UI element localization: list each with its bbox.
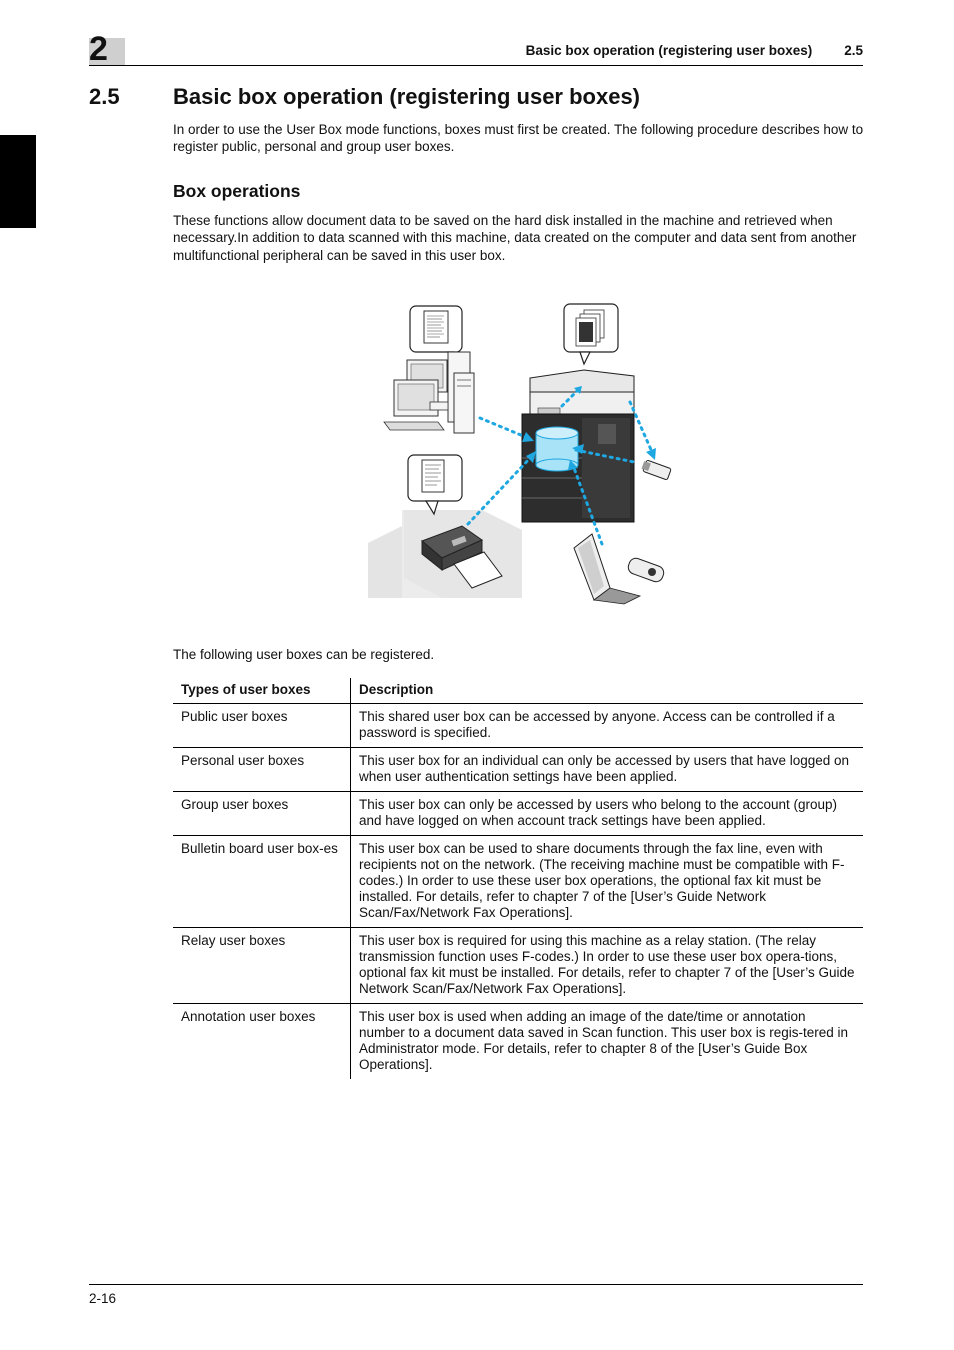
running-header-section: 2.5: [844, 43, 863, 58]
section-heading: [89, 84, 640, 110]
section-number: 2.5: [89, 84, 120, 109]
table-header-row: [173, 678, 863, 704]
header-rule: [89, 65, 863, 66]
subsection-heading: Box operations: [173, 181, 301, 201]
phone-icon: [626, 556, 665, 583]
table-intro: The following user boxes can be registered.: [173, 647, 435, 662]
table-cell-type: Public user boxes: [173, 704, 351, 748]
table-cell-description: This user box can be used to share documents through the fax line, even with recipients not on the network. (The receiving machine must be compatible with F-codes.) In order to use these user box operations, the optional fax kit must be installed. For details, refer to chapter 7 of the [User’s Guide Network Scan/Fax/Network Fax Operations].: [359, 841, 845, 920]
computer-icon: [384, 352, 474, 433]
table-cell-description: This user box is required for using this machine as a relay station. (The relay transmission function uses F-codes.) In order to use these user box opera-tions, optional fax kit must be installed. For details, refer to chapter 7 of the [User’s Guide Network Scan/Fax/Network Fax Operations].: [359, 933, 855, 996]
user-boxes-table: [173, 678, 863, 1079]
fax-document-icon: [408, 455, 462, 514]
box-operations-illustration: [362, 298, 674, 610]
table-row: [173, 928, 863, 1004]
subsection-body: These functions allow document data to be saved on the hard disk installed in the machine and retrieved when necessary.In addition to data scanned with this machine, data created on the computer and data sent from another multifunctional peripheral can be saved in this user box.: [173, 213, 857, 263]
table-cell-type: Annotation user boxes: [173, 1004, 351, 1080]
usb-memory-icon: [642, 460, 672, 480]
table-cell-description: This shared user box can be accessed by anyone. Access can be controlled if a password is specified.: [359, 709, 835, 740]
running-header-title: Basic box operation (registering user boxes): [525, 43, 813, 58]
table-row: [173, 836, 863, 928]
table-row: [173, 748, 863, 792]
table-cell-description: This user box is used when adding an image of the date/time or annotation number to a document data saved in Scan function. This user box is regis-tered in Administrator mode. For details, refer to chapter 8 of the [User’s Guide Box Operations].: [359, 1009, 849, 1072]
table-row: [173, 704, 863, 748]
chapter-side-tab: [0, 135, 36, 228]
table-cell-description: This user box can only be accessed by users who belong to the account (group) and have logged on when account track settings have been applied.: [359, 797, 838, 828]
table-row: [173, 792, 863, 836]
table-header-description: Description: [359, 682, 434, 697]
table-cell-type: Bulletin board user box-es: [173, 836, 351, 928]
running-header: [526, 43, 863, 58]
section-intro: In order to use the User Box mode functions, boxes must first be created. The following procedure describes how to register public, personal and group user boxes.: [173, 122, 864, 155]
table-cell-description: This user box for an individual can only be accessed by users that have logged on when user authentication settings have been applied.: [359, 753, 850, 784]
table-cell-type: Personal user boxes: [173, 748, 351, 792]
table-header-type: Types of user boxes: [173, 678, 351, 704]
section-title: Basic box operation (registering user boxes): [173, 84, 641, 109]
documents-bubble-icon: [564, 304, 618, 364]
table-row: [173, 1004, 863, 1080]
page-number: 2-16: [89, 1291, 117, 1306]
footer-rule: [89, 1284, 863, 1285]
table-cell-type: Group user boxes: [173, 792, 351, 836]
chapter-number: 2: [89, 30, 108, 68]
table-cell-type: Relay user boxes: [173, 928, 351, 1004]
